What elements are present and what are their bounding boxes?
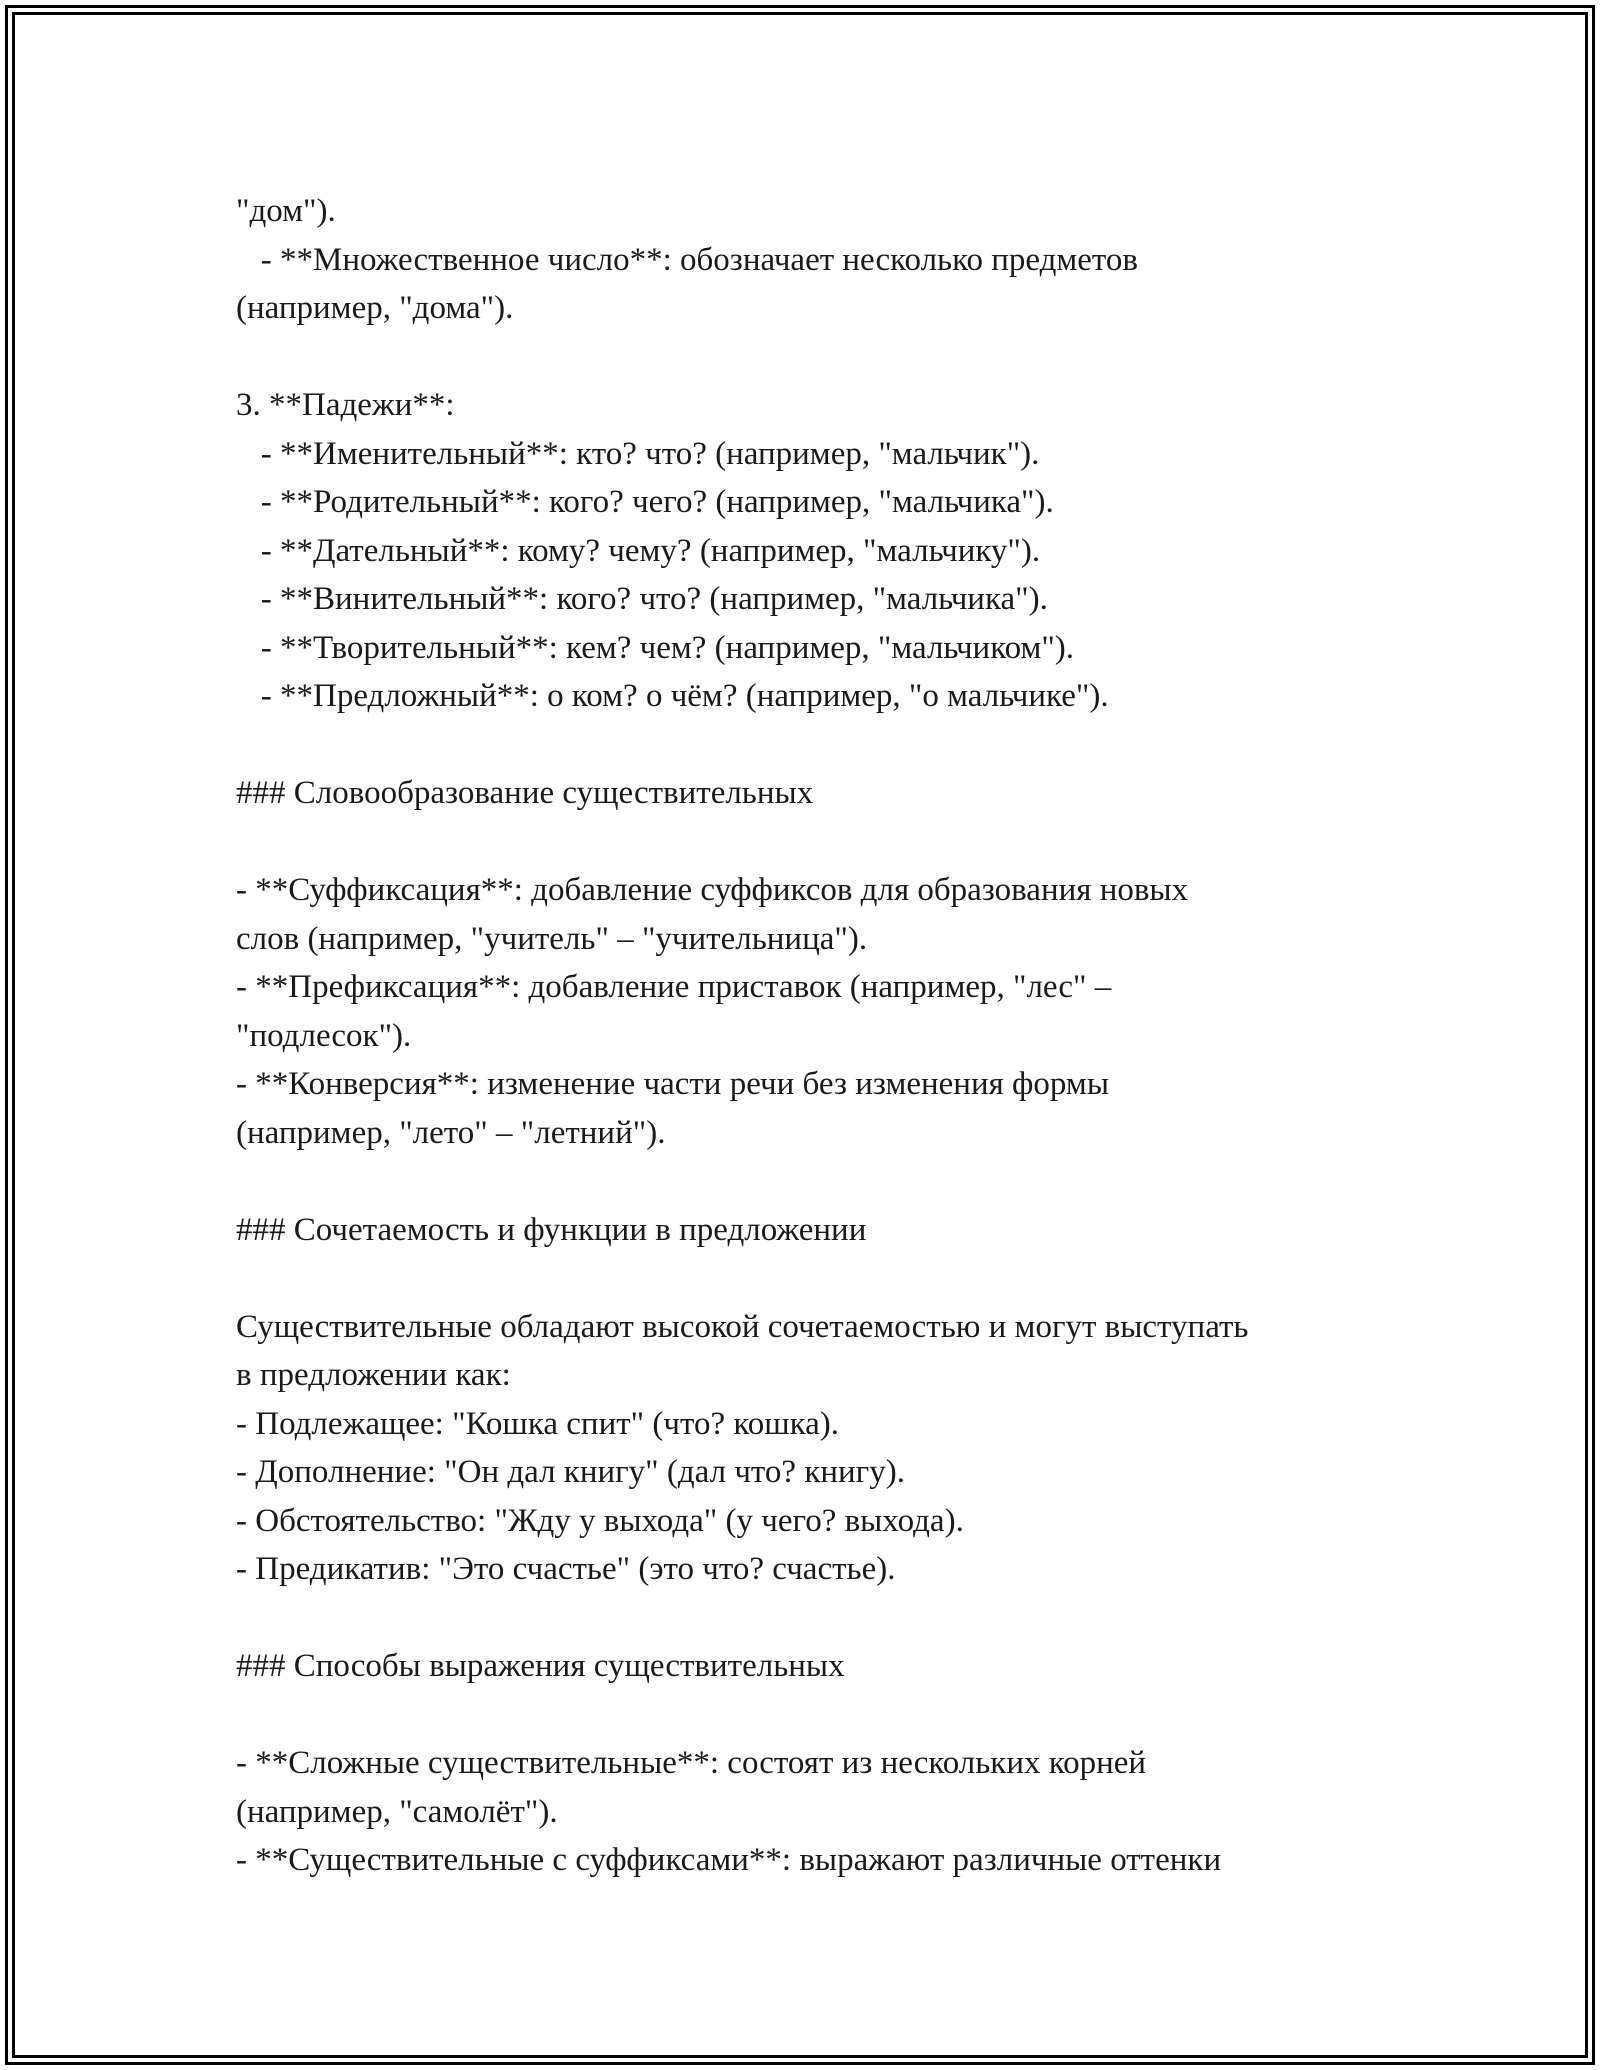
text-line: (например, "дома").	[236, 290, 514, 326]
text-line: - **Предложный**: о ком? о чём? (например, "о мальчике").	[236, 678, 1109, 714]
text-line: (например, "лето" – "летний").	[236, 1114, 666, 1151]
text-line: - Дополнение: "Он дал книгу" (дал что? книгу).	[236, 1454, 905, 1490]
text-line: - **Существительные с суффиксами**: выражают различные оттенки	[236, 1842, 1222, 1878]
section-heading: ### Способы выражения существительных	[236, 1648, 845, 1684]
text-line: "подлесок").	[236, 1017, 412, 1054]
text-line: - **Винительный**: кого? что? (например, "мальчика").	[236, 581, 1048, 617]
text-line: - **Множественное число**: обозначает несколько предметов	[236, 241, 1138, 278]
text-line: - Предикатив: "Это счастье" (это что? счастье).	[236, 1551, 896, 1587]
blank-line	[236, 1157, 1396, 1206]
blank-line	[236, 1594, 1396, 1643]
blank-line	[236, 721, 1396, 770]
section-heading: ### Сочетаемость и функции в предложении	[236, 1211, 867, 1248]
text-line: - **Префиксация**: добавление приставок (например, "лес" –	[236, 969, 1112, 1005]
text-line: (например, "самолёт").	[236, 1793, 558, 1830]
text-line: слов (например, "учитель" – "учительница").	[236, 920, 868, 957]
text-line: "дом").	[236, 193, 336, 229]
blank-line	[236, 333, 1396, 382]
text-line: - Подлежащее: "Кошка спит" (что? кошка).	[236, 1405, 840, 1442]
text-line: - **Творительный**: кем? чем? (например, "мальчиком").	[236, 629, 1075, 666]
text-line: - **Конверсия**: изменение части речи без изменения формы	[236, 1066, 1109, 1102]
text-line: 3. **Падежи**:	[236, 387, 455, 423]
text-line: Существительные обладают высокой сочетаемостью и могут выступать	[236, 1308, 1249, 1345]
text-line: - **Именительный**: кто? что? (например, "мальчик").	[236, 435, 1040, 472]
blank-line	[236, 818, 1396, 867]
text-line: в предложении как:	[236, 1357, 511, 1393]
text-line: - **Сложные существительные**: состоят из нескольких корней	[236, 1745, 1147, 1781]
text-line: - Обстоятельство: "Жду у выхода" (у чего? выхода).	[236, 1502, 964, 1539]
blank-line	[236, 1254, 1396, 1303]
text-line: - **Родительный**: кого? чего? (например, "мальчика").	[236, 484, 1054, 520]
blank-line	[236, 1691, 1396, 1740]
text-line: - **Дательный**: кому? чему? (например, "мальчику").	[236, 532, 1041, 569]
document-body	[236, 187, 1396, 1885]
section-heading: ### Словообразование существительных	[236, 775, 814, 811]
text-line: - **Суффиксация**: добавление суффиксов для образования новых	[236, 872, 1189, 908]
